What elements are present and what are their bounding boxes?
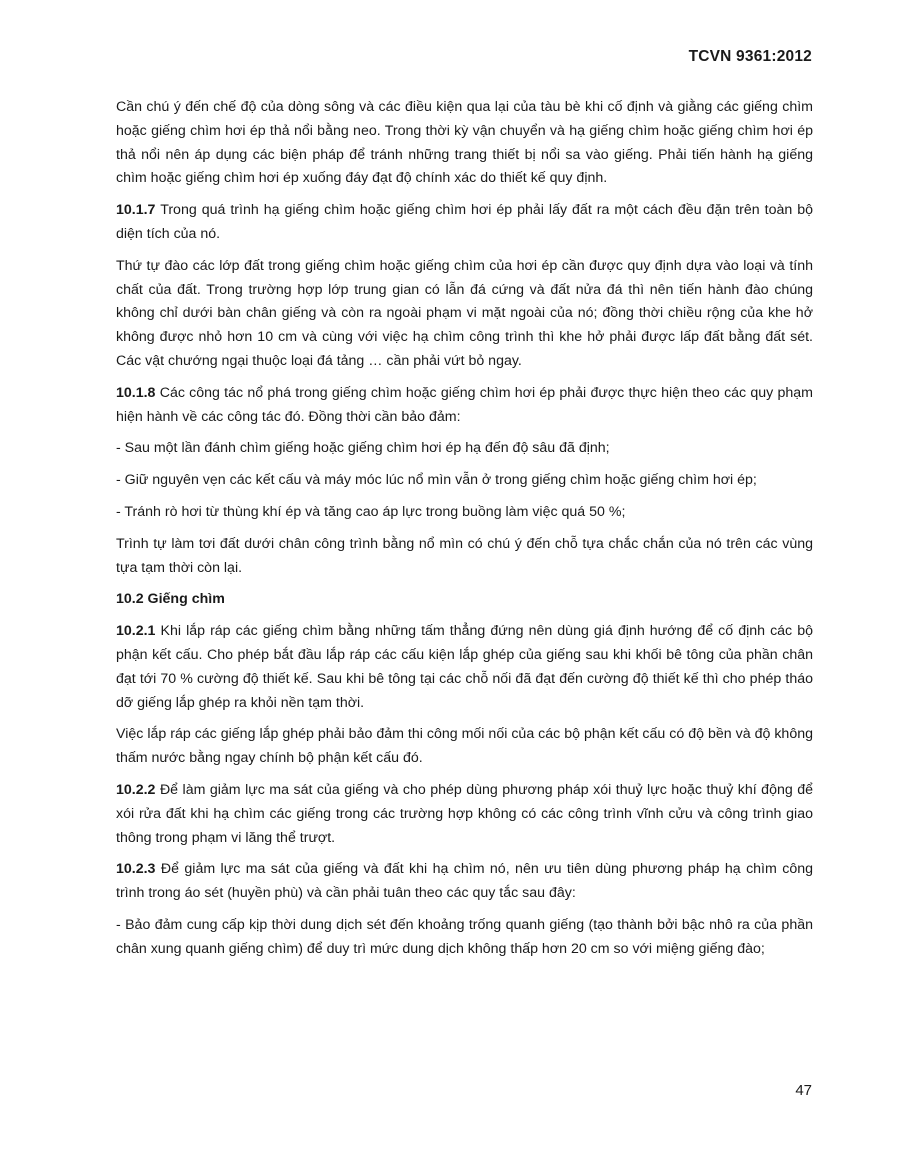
list-item	[116, 501, 813, 525]
clause-number: 10.2.3	[116, 861, 156, 878]
paragraph-text: Việc lắp ráp các giếng lắp ghép phải bảo đảm thi công mối nối của các bộ phận kết cấu có độ bền và độ không thấm nước bằng ngay chính bộ phận kết cấu đó.	[116, 726, 813, 767]
document-body	[116, 96, 813, 970]
clause-number: 10.1.7	[116, 202, 156, 219]
clause-number: 10.2.1	[116, 623, 156, 640]
clause-10-2-3	[116, 858, 813, 906]
clause-text: Trong quá trình hạ giếng chìm hoặc giếng chìm hơi ép phải lấy đất ra một cách đều đặn trên toàn bộ diện tích của nó.	[116, 202, 814, 242]
clause-10-1-8	[116, 382, 813, 430]
paragraph	[116, 723, 813, 771]
list-item	[116, 914, 813, 962]
paragraph	[116, 96, 813, 191]
clause-text: Để giảm lực ma sát của giếng và đất khi hạ chìm nó, nên ưu tiên dùng phương pháp hạ chìm công trình trong áo sét (huyền phù) và cần phải tuân theo các quy tắc sau đây:	[116, 861, 813, 902]
clause-number: 10.1.8	[116, 384, 156, 401]
document-code: TCVN 9361:2012	[688, 48, 812, 65]
clause-text: Để làm giảm lực ma sát của giếng và cho phép dùng phương pháp xói thuỷ lực hoặc thuỷ khí động để xói rửa đất khi hạ chìm các giếng trong các trường hợp không có các công trình vĩnh cửu và công trình giao thông trong phạm vi lăng thể trượt.	[116, 781, 813, 846]
list-item	[116, 437, 813, 461]
clause-10-1-7	[116, 199, 813, 247]
paragraph-text: Thứ tự đào các lớp đất trong giếng chìm hoặc giếng chìm của hơi ép cần được quy định dựa vào loại và tính chất của đất. Trong trường hợp lớp trung gian có lẫn đá cứng và đất nửa đá thì nên tiến hành đào chúng không chỉ dưới bàn chân giếng và còn ra ngoài phạm vi mặt ngoài của nó; đồng thời chiều rộng của khe hở không được nhỏ hơn 10 cm và cùng với việc hạ chìm công trình thì khe hở phải được lấp đất bằng đất sét. Các vật chướng ngại thuộc loại đá tảng … cần phải vứt bỏ ngay.	[116, 257, 813, 369]
paragraph	[116, 255, 813, 374]
paragraph	[116, 533, 813, 581]
list-item-text: - Sau một lần đánh chìm giếng hoặc giếng chìm hơi ép hạ đến độ sâu đã định;	[116, 440, 610, 457]
clause-number: 10.2.2	[116, 781, 156, 798]
list-item-text: - Tránh rò hơi từ thùng khí ép và tăng cao áp lực trong buồng làm việc quá 50 %;	[116, 503, 626, 520]
paragraph-text: Trình tự làm tơi đất dưới chân công trình bằng nổ mìn có chú ý đến chỗ tựa chắc chắn của nó trên các vùng tựa tạm thời còn lại.	[116, 535, 813, 576]
list-item-text: - Bảo đảm cung cấp kịp thời dung dịch sét đến khoảng trống quanh giếng (tạo thành bởi bậc nhô ra của phần chân xung quanh giếng chìm) để duy trì mức dung dịch không thấp hơn 20 cm so với miệng giếng đào;	[116, 916, 813, 957]
clause-10-2-1	[116, 620, 813, 715]
page-number: 47	[795, 1082, 812, 1099]
clause-text: Khi lắp ráp các giếng chìm bằng những tấm thẳng đứng nên dùng giá định hướng để cố định các bộ phận kết cấu. Cho phép bắt đầu lắp ráp các cấu kiện lắp ghép của giếng sau khi khối bê tông của phần chân đạt tới 70 % cường độ thiết kế. Sau khi bê tông tại các chỗ nối đã đạt đến cường độ thiết kế thì cho phép tháo dỡ giếng lắp ghép ra khỏi nền tạm thời.	[116, 623, 813, 711]
list-item-text: - Giữ nguyên vẹn các kết cấu và máy móc lúc nổ mìn vẫn ở trong giếng chìm hoặc giếng chìm hơi ép;	[116, 472, 757, 489]
list-item	[116, 469, 813, 493]
clause-text: Các công tác nổ phá trong giếng chìm hoặc giếng chìm hơi ép phải được thực hiện theo các quy phạm hiện hành về các công tác đó. Đồng thời cần bảo đảm:	[116, 384, 813, 425]
paragraph-text: Cần chú ý đến chế độ của dòng sông và các điều kiện qua lại của tàu bè khi cố định và giằng các giếng chìm hoặc giếng chìm hơi ép thả nổi bằng neo. Trong thời kỳ vận chuyển và hạ giếng chìm hoặc giếng chìm hơi ép thả nổi nên áp dụng các biện pháp để tránh những trang thiết bị nổi sa vào giếng. Phải tiến hành hạ giếng chìm hoặc giếng chìm hơi ép xuống đáy đạt độ chính xác do thiết kế quy định.	[116, 99, 813, 187]
section-heading: 10.2 Giếng chìm	[116, 591, 225, 608]
clause-10-2-2	[116, 779, 813, 850]
